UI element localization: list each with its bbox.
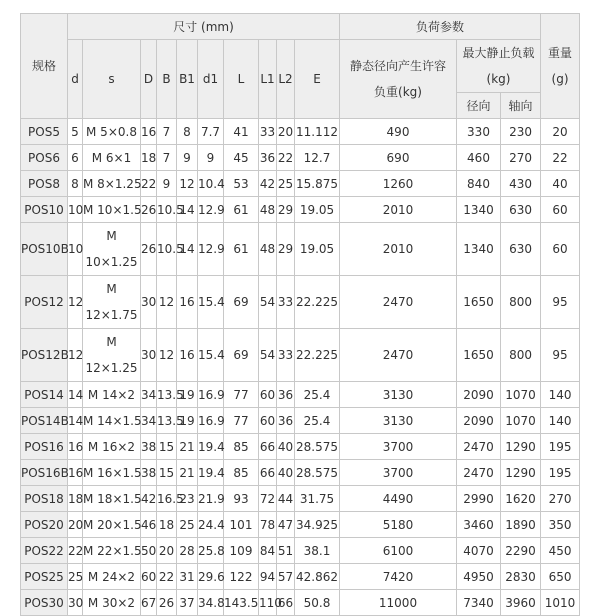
cell-D: 38	[141, 434, 157, 460]
cell-E: 15.875	[295, 171, 340, 197]
cell-E: 22.225	[295, 329, 340, 382]
cell-B1: 14	[177, 223, 198, 276]
cell-L: 93	[224, 486, 259, 512]
cell-E: 19.05	[295, 197, 340, 223]
cell-s: M 30×2	[83, 590, 141, 616]
cell-B1: 23	[177, 486, 198, 512]
cell-axial: 3960	[501, 590, 541, 616]
cell-d: 25	[68, 564, 83, 590]
cell-static: 1260	[340, 171, 457, 197]
header-col-s: s	[83, 40, 141, 119]
cell-B1: 21	[177, 434, 198, 460]
cell-weight: 95	[541, 276, 580, 329]
cell-spec: POS10	[21, 197, 68, 223]
cell-L: 122	[224, 564, 259, 590]
cell-L1: 78	[259, 512, 277, 538]
cell-L: 41	[224, 119, 259, 145]
cell-L1: 48	[259, 197, 277, 223]
cell-axial: 630	[501, 223, 541, 276]
cell-spec: POS30	[21, 590, 68, 616]
header-col-E: E	[295, 40, 340, 119]
cell-L2: 51	[277, 538, 295, 564]
cell-d1: 25.8	[198, 538, 224, 564]
cell-L2: 40	[277, 434, 295, 460]
header-col-d: d	[68, 40, 83, 119]
header-static-load: 静态径向产生许容负重(kg)	[340, 40, 457, 119]
cell-D: 46	[141, 512, 157, 538]
cell-B1: 25	[177, 512, 198, 538]
cell-L2: 44	[277, 486, 295, 512]
cell-weight: 40	[541, 171, 580, 197]
cell-static: 6100	[340, 538, 457, 564]
spec-table	[20, 13, 580, 616]
header-dimensions: 尺寸 (mm)	[68, 14, 340, 40]
table-body	[21, 119, 580, 616]
cell-d1: 21.9	[198, 486, 224, 512]
cell-static: 4490	[340, 486, 457, 512]
cell-radial: 4950	[457, 564, 501, 590]
cell-D: 34	[141, 408, 157, 434]
table-row	[21, 171, 580, 197]
cell-d1: 16.9	[198, 408, 224, 434]
cell-L1: 60	[259, 382, 277, 408]
cell-d: 30	[68, 590, 83, 616]
table-row	[21, 408, 580, 434]
cell-axial: 430	[501, 171, 541, 197]
cell-d: 16	[68, 460, 83, 486]
cell-spec: POS10B	[21, 223, 68, 276]
cell-spec: POS18	[21, 486, 68, 512]
cell-L1: 66	[259, 434, 277, 460]
cell-weight: 140	[541, 382, 580, 408]
cell-L: 109	[224, 538, 259, 564]
table-row	[21, 145, 580, 171]
cell-radial: 460	[457, 145, 501, 171]
cell-s: M 6×1	[83, 145, 141, 171]
cell-spec: POS14	[21, 382, 68, 408]
cell-B: 12	[157, 329, 177, 382]
cell-radial: 2470	[457, 460, 501, 486]
header-max-static-load: 最大静止负载(kg)	[457, 40, 541, 93]
cell-E: 50.8	[295, 590, 340, 616]
cell-B: 20	[157, 538, 177, 564]
cell-B: 22	[157, 564, 177, 590]
cell-static: 7420	[340, 564, 457, 590]
cell-axial: 1620	[501, 486, 541, 512]
table-row	[21, 460, 580, 486]
cell-radial: 1340	[457, 223, 501, 276]
cell-L2: 36	[277, 382, 295, 408]
cell-L1: 60	[259, 408, 277, 434]
cell-weight: 140	[541, 408, 580, 434]
cell-s: M 12×1.25	[83, 329, 141, 382]
cell-static: 3700	[340, 434, 457, 460]
cell-weight: 1010	[541, 590, 580, 616]
cell-d: 20	[68, 512, 83, 538]
table-header	[21, 14, 580, 119]
cell-L1: 42	[259, 171, 277, 197]
header-radial: 径向	[457, 93, 501, 119]
cell-D: 22	[141, 171, 157, 197]
cell-L1: 54	[259, 276, 277, 329]
cell-L1: 84	[259, 538, 277, 564]
table-row	[21, 538, 580, 564]
cell-B1: 12	[177, 171, 198, 197]
header-col-L1: L1	[259, 40, 277, 119]
cell-d: 18	[68, 486, 83, 512]
cell-L2: 40	[277, 460, 295, 486]
cell-L1: 54	[259, 329, 277, 382]
cell-weight: 60	[541, 197, 580, 223]
cell-radial: 3460	[457, 512, 501, 538]
cell-static: 2010	[340, 223, 457, 276]
cell-spec: POS8	[21, 171, 68, 197]
header-spec: 规格	[21, 14, 68, 119]
cell-E: 38.1	[295, 538, 340, 564]
cell-D: 30	[141, 329, 157, 382]
cell-radial: 2990	[457, 486, 501, 512]
cell-axial: 270	[501, 145, 541, 171]
cell-axial: 1070	[501, 382, 541, 408]
header-col-L2: L2	[277, 40, 295, 119]
cell-B: 7	[157, 145, 177, 171]
cell-L: 69	[224, 276, 259, 329]
cell-s: M 16×1.5	[83, 460, 141, 486]
cell-E: 34.925	[295, 512, 340, 538]
cell-B: 15	[157, 460, 177, 486]
cell-B: 13.5	[157, 382, 177, 408]
cell-weight: 195	[541, 460, 580, 486]
cell-s: M 10×1.5	[83, 197, 141, 223]
cell-spec: POS16	[21, 434, 68, 460]
cell-axial: 800	[501, 329, 541, 382]
cell-d1: 7.7	[198, 119, 224, 145]
cell-E: 28.575	[295, 434, 340, 460]
cell-d1: 19.4	[198, 460, 224, 486]
cell-B1: 37	[177, 590, 198, 616]
cell-L: 85	[224, 460, 259, 486]
cell-D: 18	[141, 145, 157, 171]
cell-L2: 29	[277, 197, 295, 223]
cell-D: 42	[141, 486, 157, 512]
cell-axial: 230	[501, 119, 541, 145]
table-row	[21, 382, 580, 408]
cell-static: 690	[340, 145, 457, 171]
table-row	[21, 197, 580, 223]
cell-radial: 2470	[457, 434, 501, 460]
table-row	[21, 512, 580, 538]
cell-L1: 33	[259, 119, 277, 145]
cell-L2: 66	[277, 590, 295, 616]
cell-spec: POS14B	[21, 408, 68, 434]
cell-L2: 36	[277, 408, 295, 434]
cell-D: 67	[141, 590, 157, 616]
cell-d: 6	[68, 145, 83, 171]
cell-L: 77	[224, 408, 259, 434]
cell-weight: 450	[541, 538, 580, 564]
cell-static: 3130	[340, 408, 457, 434]
cell-radial: 2090	[457, 382, 501, 408]
cell-d: 8	[68, 171, 83, 197]
cell-E: 31.75	[295, 486, 340, 512]
cell-static: 2010	[340, 197, 457, 223]
cell-axial: 630	[501, 197, 541, 223]
cell-spec: POS6	[21, 145, 68, 171]
cell-axial: 1890	[501, 512, 541, 538]
cell-axial: 1290	[501, 434, 541, 460]
cell-L2: 47	[277, 512, 295, 538]
table-row	[21, 223, 580, 276]
cell-L2: 22	[277, 145, 295, 171]
cell-B: 13.5	[157, 408, 177, 434]
header-weight	[541, 14, 580, 119]
cell-B1: 21	[177, 460, 198, 486]
header-axial: 轴向	[501, 93, 541, 119]
cell-s: M 16×2	[83, 434, 141, 460]
cell-E: 11.112	[295, 119, 340, 145]
cell-static: 2470	[340, 329, 457, 382]
cell-radial: 840	[457, 171, 501, 197]
table-row	[21, 590, 580, 616]
cell-radial: 1650	[457, 276, 501, 329]
cell-d: 22	[68, 538, 83, 564]
cell-weight: 650	[541, 564, 580, 590]
cell-E: 25.4	[295, 382, 340, 408]
cell-L2: 20	[277, 119, 295, 145]
cell-s: M 5×0.8	[83, 119, 141, 145]
cell-spec: POS12	[21, 276, 68, 329]
cell-d1: 9	[198, 145, 224, 171]
cell-axial: 2830	[501, 564, 541, 590]
cell-B1: 19	[177, 382, 198, 408]
cell-L2: 57	[277, 564, 295, 590]
cell-B: 9	[157, 171, 177, 197]
cell-spec: POS16B	[21, 460, 68, 486]
cell-axial: 2290	[501, 538, 541, 564]
cell-d1: 12.9	[198, 197, 224, 223]
header-col-L: L	[224, 40, 259, 119]
table-row	[21, 564, 580, 590]
cell-D: 16	[141, 119, 157, 145]
table-row	[21, 486, 580, 512]
cell-weight: 195	[541, 434, 580, 460]
cell-d: 14	[68, 382, 83, 408]
cell-D: 60	[141, 564, 157, 590]
cell-B1: 28	[177, 538, 198, 564]
cell-weight: 95	[541, 329, 580, 382]
header-col-B: B	[157, 40, 177, 119]
cell-s: M 24×2	[83, 564, 141, 590]
cell-L: 61	[224, 223, 259, 276]
cell-static: 2470	[340, 276, 457, 329]
cell-L2: 29	[277, 223, 295, 276]
cell-d: 12	[68, 329, 83, 382]
cell-radial: 4070	[457, 538, 501, 564]
cell-radial: 1340	[457, 197, 501, 223]
cell-static: 490	[340, 119, 457, 145]
cell-static: 11000	[340, 590, 457, 616]
cell-radial: 330	[457, 119, 501, 145]
cell-axial: 800	[501, 276, 541, 329]
cell-E: 12.7	[295, 145, 340, 171]
cell-E: 22.225	[295, 276, 340, 329]
cell-spec: POS22	[21, 538, 68, 564]
cell-L: 61	[224, 197, 259, 223]
cell-weight: 350	[541, 512, 580, 538]
cell-d: 12	[68, 276, 83, 329]
cell-B1: 8	[177, 119, 198, 145]
cell-B: 10.5	[157, 197, 177, 223]
cell-L1: 36	[259, 145, 277, 171]
header-col-D: D	[141, 40, 157, 119]
cell-d: 16	[68, 434, 83, 460]
cell-L: 53	[224, 171, 259, 197]
cell-L2: 33	[277, 329, 295, 382]
cell-B1: 16	[177, 276, 198, 329]
cell-d1: 34.8	[198, 590, 224, 616]
cell-L: 143.5	[224, 590, 259, 616]
cell-radial: 7340	[457, 590, 501, 616]
cell-s: M 8×1.25	[83, 171, 141, 197]
cell-B: 10.5	[157, 223, 177, 276]
cell-B1: 31	[177, 564, 198, 590]
cell-B1: 16	[177, 329, 198, 382]
header-load-params: 负荷参数	[340, 14, 541, 40]
cell-B1: 14	[177, 197, 198, 223]
cell-B: 12	[157, 276, 177, 329]
cell-L1: 66	[259, 460, 277, 486]
cell-L: 45	[224, 145, 259, 171]
cell-E: 28.575	[295, 460, 340, 486]
cell-weight: 60	[541, 223, 580, 276]
cell-D: 38	[141, 460, 157, 486]
cell-L: 101	[224, 512, 259, 538]
table-row	[21, 119, 580, 145]
cell-radial: 2090	[457, 408, 501, 434]
header-col-d1: d1	[198, 40, 224, 119]
cell-B: 26	[157, 590, 177, 616]
table-row	[21, 276, 580, 329]
cell-weight: 22	[541, 145, 580, 171]
cell-d1: 16.9	[198, 382, 224, 408]
cell-weight: 20	[541, 119, 580, 145]
cell-d1: 15.4	[198, 276, 224, 329]
cell-L: 69	[224, 329, 259, 382]
cell-static: 3700	[340, 460, 457, 486]
cell-axial: 1290	[501, 460, 541, 486]
cell-L2: 33	[277, 276, 295, 329]
cell-spec: POS12B	[21, 329, 68, 382]
header-col-B1: B1	[177, 40, 198, 119]
cell-static: 5180	[340, 512, 457, 538]
cell-s: M 10×1.25	[83, 223, 141, 276]
cell-B1: 9	[177, 145, 198, 171]
cell-L1: 110	[259, 590, 277, 616]
cell-d1: 12.9	[198, 223, 224, 276]
cell-L1: 48	[259, 223, 277, 276]
cell-B1: 19	[177, 408, 198, 434]
cell-spec: POS5	[21, 119, 68, 145]
cell-axial: 1070	[501, 408, 541, 434]
cell-B: 15	[157, 434, 177, 460]
cell-s: M 12×1.75	[83, 276, 141, 329]
cell-L: 77	[224, 382, 259, 408]
cell-L: 85	[224, 434, 259, 460]
cell-D: 50	[141, 538, 157, 564]
cell-d1: 10.4	[198, 171, 224, 197]
table-row	[21, 329, 580, 382]
cell-E: 42.862	[295, 564, 340, 590]
cell-weight: 270	[541, 486, 580, 512]
cell-D: 34	[141, 382, 157, 408]
header-weight-unit: (g)	[551, 72, 569, 86]
cell-d: 10	[68, 223, 83, 276]
cell-D: 26	[141, 197, 157, 223]
header-weight-label: 重量	[548, 46, 573, 60]
cell-d1: 15.4	[198, 329, 224, 382]
cell-D: 26	[141, 223, 157, 276]
cell-s: M 22×1.5	[83, 538, 141, 564]
cell-s: M 14×1.5	[83, 408, 141, 434]
cell-spec: POS25	[21, 564, 68, 590]
cell-B: 16.5	[157, 486, 177, 512]
cell-d1: 19.4	[198, 434, 224, 460]
cell-d: 14	[68, 408, 83, 434]
cell-E: 25.4	[295, 408, 340, 434]
cell-L1: 94	[259, 564, 277, 590]
cell-s: M 18×1.5	[83, 486, 141, 512]
cell-B: 18	[157, 512, 177, 538]
cell-static: 3130	[340, 382, 457, 408]
cell-d1: 24.4	[198, 512, 224, 538]
cell-E: 19.05	[295, 223, 340, 276]
table-row	[21, 434, 580, 460]
cell-d: 5	[68, 119, 83, 145]
cell-D: 30	[141, 276, 157, 329]
cell-d1: 29.6	[198, 564, 224, 590]
cell-L2: 25	[277, 171, 295, 197]
cell-s: M 14×2	[83, 382, 141, 408]
cell-s: M 20×1.5	[83, 512, 141, 538]
cell-B: 7	[157, 119, 177, 145]
cell-spec: POS20	[21, 512, 68, 538]
cell-L1: 72	[259, 486, 277, 512]
cell-radial: 1650	[457, 329, 501, 382]
cell-d: 10	[68, 197, 83, 223]
